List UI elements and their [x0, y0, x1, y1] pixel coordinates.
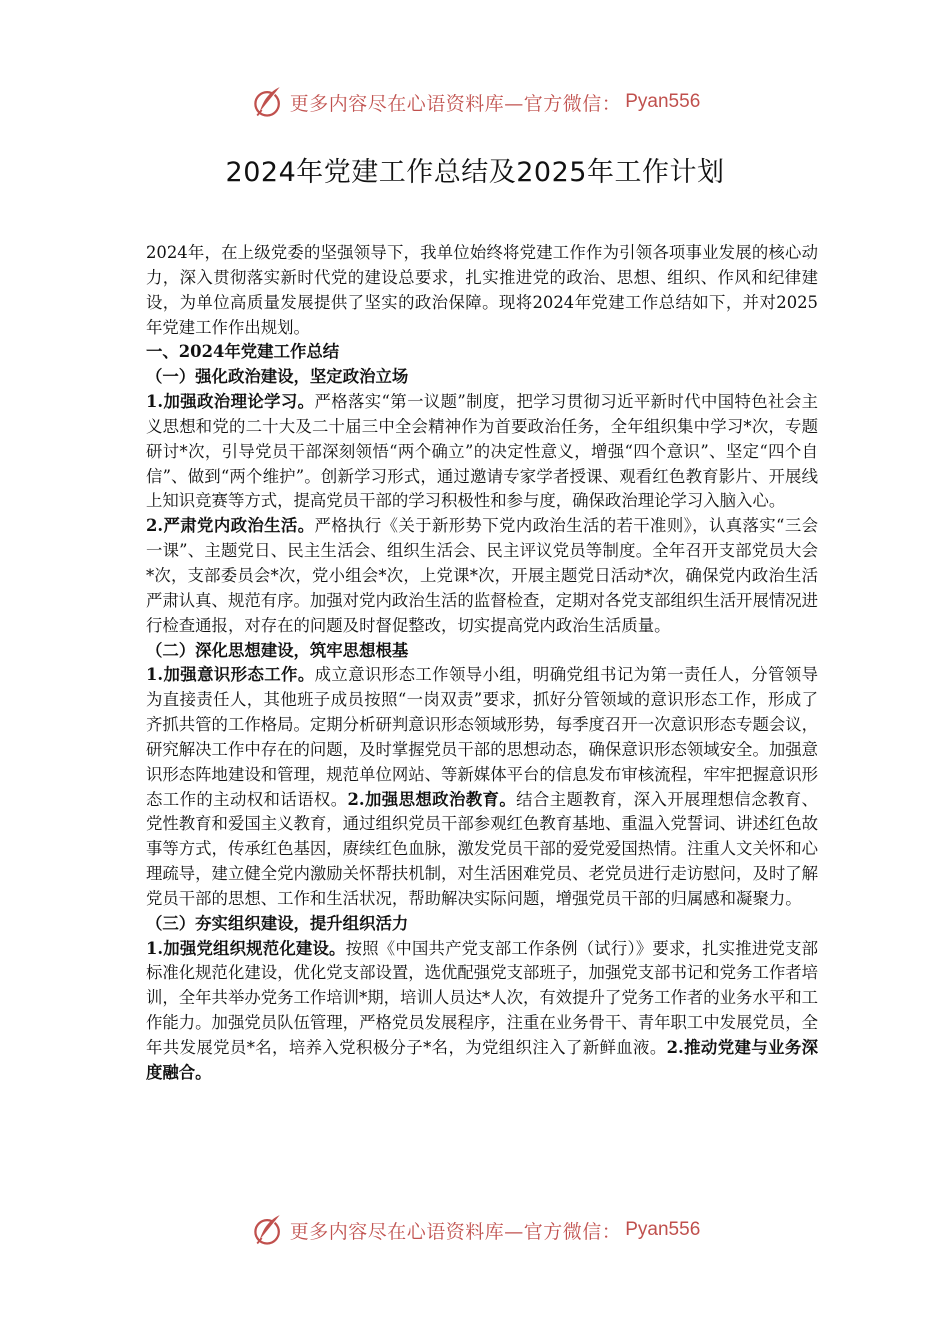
- intro-paragraph: 2024年，在上级党委的坚强领导下，我单位始终将党建工作作为引领各项事业发展的核心动力，深入贯彻落实新时代党的建设总要求，扎实推进党的政治、思想、组织、作风和纪律建设，为单位高质量发展提供了坚实的政治保障。现将2024年党建工作总结如下，并对2025年党建工作作出规划。: [146, 243, 818, 337]
- subsection-heading-2: （二）深化思想建设，筑牢思想根基: [146, 640, 409, 660]
- header-banner-text: 更多内容尽在心语资料库—官方微信：: [289, 92, 622, 115]
- paragraph-lead: 1.加强党组织规范化建设。: [146, 938, 346, 958]
- document-title: 2024年党建工作总结及2025年工作计划: [225, 157, 725, 188]
- paragraph-1-2: [146, 514, 818, 638]
- feather-pen-logo-icon: [250, 1212, 286, 1248]
- paragraph-lead: 1.加强政治理论学习。: [146, 392, 315, 412]
- paragraph-lead: 2.严肃党内政治生活。: [146, 516, 315, 536]
- section-heading-1: 一、2024年党建工作总结: [146, 342, 340, 362]
- paragraph-lead: 1.加强意识形态工作。: [146, 665, 315, 685]
- paragraph-2-1: [146, 663, 818, 911]
- paragraph-3-1: [146, 937, 818, 1086]
- paragraph-text: 结合主题教育，深入开展理想信念教育、党性教育和爱国主义教育，通过组织党员干部参观红色教育基地、重温入党誓词、讲述红色故事等方式，传承红色基因，赓续红色血脉，激发党员干部的爱党爱国热情。注重人文关怀和心理疏导，建立健全党内激励关怀帮扶机制，对生活困难党员、老党员进行走访慰问，及时了解党员干部的思想、工作和生活状况，帮助解决实际问题，增强党员干部的归属感和凝聚力。: [146, 789, 819, 908]
- subsection-heading-1: （一）强化政治建设，坚定政治立场: [146, 367, 409, 387]
- header-wechat-id: Pyan556: [625, 91, 701, 112]
- paragraph-text: 成立意识形态工作领导小组，明确党组书记为第一责任人，分管领导为直接责任人，其他班子成员按照“一岗双责”要求，抓好分管领域的意识形态工作，形成了齐抓共管的工作格局。定期分析研判意识形态领域形势，每季度召开一次意识形态专题会议，研究解决工作中存在的问题，及时掌握党员干部的思想动态，确保意识形态领域安全。加强意识形态阵地建设和管理，规范单位网站、等新媒体平台的信息发布审核流程，牢牢把握意识形态工作的主动权和话语权。: [146, 665, 819, 809]
- subsection-heading-3: （三）夯实组织建设，提升组织活力: [146, 913, 409, 933]
- paragraph-1-1: [146, 390, 818, 514]
- paragraph-text: 严格执行《关于新形势下党内政治生活的若干准则》，认真落实“三会一课”、主题党日、民主生活会、组织生活会、民主评议党员等制度。全年召开支部党员大会*次，支部委员会*次，党小组会*次，上党课*次，开展主题党日活动*次，确保党内政治生活严肃认真、规范有序。加强对党内政治生活的监督检查，定期对各党支部组织生活开展情况进行检查通报，对存在的问题及时督促整改，切实提高党内政治生活质量。: [146, 516, 819, 635]
- footer-banner: [0, 1210, 950, 1250]
- paragraph-text: 按照《中国共产党支部工作条例（试行）》要求，扎实推进党支部标准化规范化建设，优化党支部设置，选优配强党支部班子，加强党支部书记和党务工作者培训，全年共举办党务工作培训*期，培训人员达*人次，有效提升了党务工作者的业务水平和工作能力。加强党员队伍管理，严格党员发展程序，注重在业务骨干、青年职工中发展党员，全年共发展党员*名，培养入党积极分子*名，为党组织注入了新鲜血液。: [146, 938, 819, 1057]
- footer-wechat-id: Pyan556: [625, 1219, 701, 1240]
- header-banner: [0, 82, 950, 122]
- paragraph-text: 严格落实“第一议题”制度，把学习贯彻习近平新时代中国特色社会主义思想和党的二十大及二十届三中全会精神作为首要政治任务，全年组织集中学习*次，专题研讨*次，引导党员干部深刻领悟“两个确立”的决定性意义，增强“四个意识”、坚定“四个自信”、做到“两个维护”。创新学习形式，通过邀请专家学者授课、观看红色教育影片、开展线上知识竞赛等方式，提高党员干部的学习积极性和参与度，确保政治理论学习入脑入心。: [146, 392, 818, 511]
- footer-banner-text: 更多内容尽在心语资料库—官方微信：: [289, 1220, 622, 1243]
- paragraph-lead: 2.推动党建与业务深度融合。: [146, 1038, 818, 1082]
- feather-pen-logo-icon: [250, 84, 286, 120]
- document-body: [146, 241, 818, 1086]
- paragraph-lead: 2.加强思想政治教育。: [347, 789, 517, 809]
